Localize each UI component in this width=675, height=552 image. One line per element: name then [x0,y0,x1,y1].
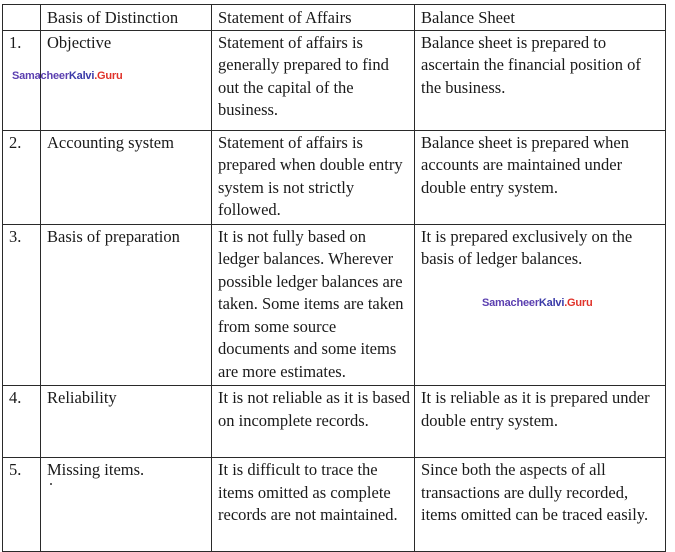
balance-sheet-cell: Since both the aspects of all transactions are dully recorded, items omitted can be traced easily. [415,458,666,552]
watermark-part-1: Samacheer [12,70,69,82]
row-number: 1. [3,30,41,130]
header-balance-sheet: Balance Sheet [415,5,666,31]
header-row [3,5,666,31]
balance-sheet-cell: It is reliable as it is prepared under double entry system. [415,386,666,458]
row-number: 3. [3,224,41,386]
basis-cell: Missing items. [41,458,212,552]
statement-of-affairs-cell: It is difficult to trace the items omitted as complete records are not maintained. [212,458,415,552]
statement-of-affairs-cell: It is not reliable as it is based on incomplete records. [212,386,415,458]
header-statement-of-affairs: Statement of Affairs [212,5,415,31]
watermark-part-2: Kalvi [538,297,565,309]
balance-sheet-cell: It is prepared exclusively on the basis of ledger balances. [415,224,666,386]
header-number [3,5,41,31]
basis-cell: Accounting system [41,130,212,224]
watermark-part-2: Kalvi [68,70,95,82]
basis-cell: Objective [41,30,212,130]
statement-of-affairs-cell: Statement of affairs is prepared when double entry system is not strictly followed. [212,130,415,224]
statement-of-affairs-cell: It is not fully based on ledger balances. Wherever possible ledger balances are taken. Some items are taken from some source documents and some items are more estimates. [212,224,415,386]
stray-mark [50,483,52,485]
header-basis: Basis of Distinction [41,5,212,31]
balance-sheet-cell: Balance sheet is prepared when accounts are maintained under double entry system. [415,130,666,224]
row-number: 4. [3,386,41,458]
watermark-logo [482,297,593,309]
row-number: 2. [3,130,41,224]
row-number: 5. [3,458,41,552]
watermark-part-3: .Guru [564,297,593,309]
watermark-part-3: .Guru [94,70,123,82]
table-row [3,458,666,552]
statement-of-affairs-cell: Statement of affairs is generally prepared to find out the capital of the business. [212,30,415,130]
basis-cell: Reliability [41,386,212,458]
watermark-logo [12,70,123,82]
table-row [3,130,666,224]
watermark-part-1: Samacheer [482,297,539,309]
table-row [3,386,666,458]
comparison-table [2,4,666,552]
basis-cell: Basis of preparation [41,224,212,386]
balance-sheet-cell: Balance sheet is prepared to ascertain the financial position of the business. [415,30,666,130]
